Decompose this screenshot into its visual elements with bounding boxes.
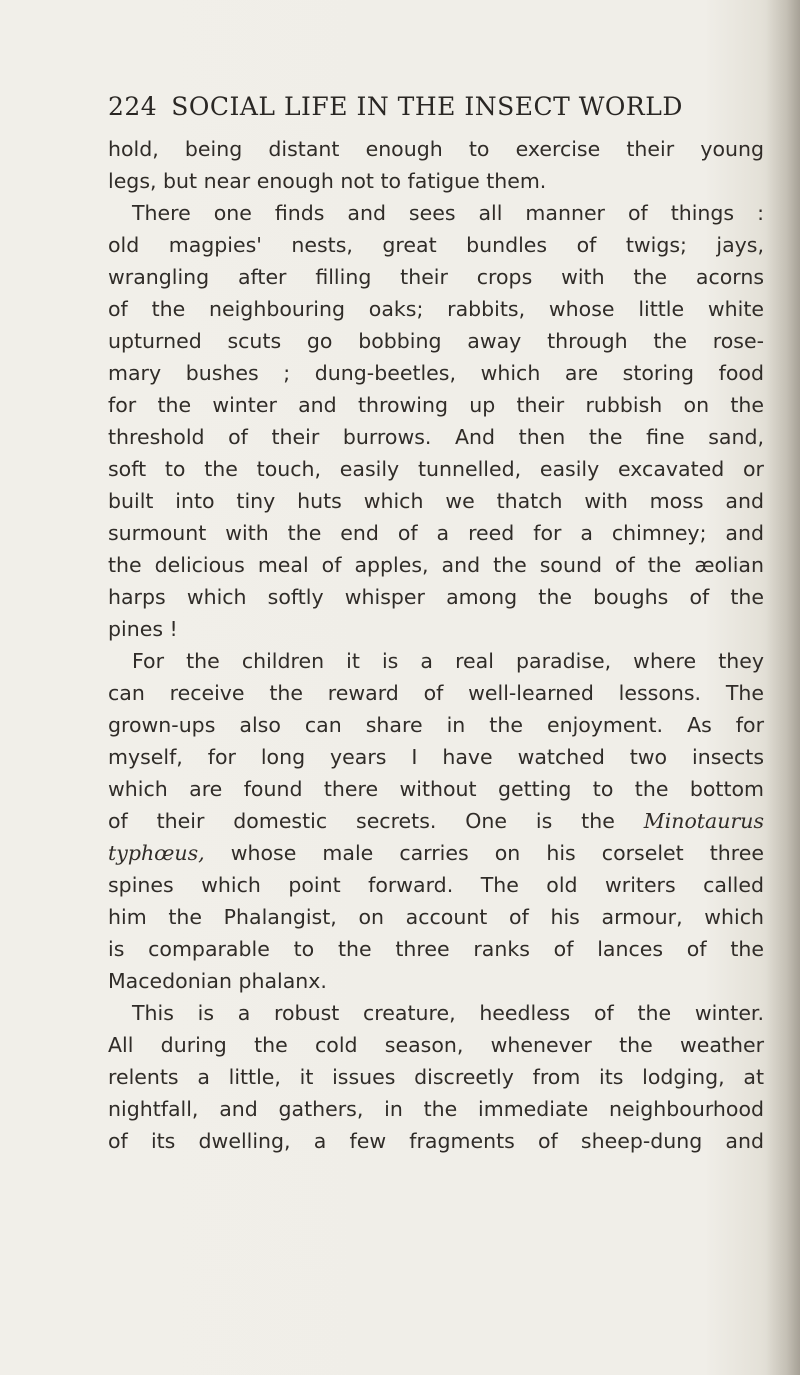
species-name-italic: typhœus, [108,841,205,865]
species-name-italic: Minotaurus [643,809,764,833]
text-line: grown-ups also can share in the enjoyment. As for [108,713,764,737]
text-line: For the children it is a real paradise, where they [132,649,764,673]
text-line-mixed [108,805,764,837]
text-fragment: whose male carries on his corselet three [230,841,764,865]
text-line: hold, being distant enough to exercise their young [108,137,764,161]
text-line: can receive the reward of well-learned lessons. The [108,681,764,705]
text-line: There one finds and sees all manner of things : [132,201,764,225]
body-text [108,133,764,1157]
text-line: soft to the touch, easily tunnelled, easily excavated or [108,457,764,481]
text-line: myself, for long years I have watched two insects [108,745,764,769]
text-line: is comparable to the three ranks of lances of the [108,937,764,961]
text-line: of the neighbouring oaks; rabbits, whose little white [108,297,764,321]
text-line: This is a robust creature, heedless of the winter. [132,1001,764,1025]
text-line-mixed [108,837,764,869]
text-line: pines ! [108,617,178,641]
text-line: of its dwelling, a few fragments of sheep-dung and [108,1129,764,1153]
text-line: built into tiny huts which we thatch with moss and [108,489,764,513]
running-title: SOCIAL LIFE IN THE INSECT WORLD [171,92,683,121]
text-line: upturned scuts go bobbing away through the rose- [108,329,764,353]
text-line: mary bushes ; dung-beetles, which are storing food [108,361,764,385]
text-line: wrangling after filling their crops with the acorns [108,265,764,289]
text-line: surmount with the end of a reed for a chimney; and [108,521,764,545]
text-line: All during the cold season, whenever the weather [108,1033,764,1057]
text-line: for the winter and throwing up their rubbish on the [108,393,764,417]
text-line: him the Phalangist, on account of his armour, which [108,905,764,929]
text-line: threshold of their burrows. And then the fine sand, [108,425,764,449]
text-line: harps which softly whisper among the boughs of the [108,585,764,609]
text-fragment: of their domestic secrets. One is the [108,809,615,833]
text-line: old magpies' nests, great bundles of twigs; jays, [108,233,764,257]
page-number: 224 [108,92,158,121]
page-edge-shadow [766,0,800,1375]
running-head [108,92,683,121]
text-line: relents a little, it issues discreetly from its lodging, at [108,1065,764,1089]
text-line: spines which point forward. The old writers called [108,873,764,897]
text-line: nightfall, and gathers, in the immediate neighbourhood [108,1097,764,1121]
text-line: Macedonian phalanx. [108,969,327,993]
text-line: the delicious meal of apples, and the sound of the æolian [108,553,764,577]
text-line: legs, but near enough not to fatigue them. [108,169,547,193]
text-line: which are found there without getting to the bottom [108,777,764,801]
